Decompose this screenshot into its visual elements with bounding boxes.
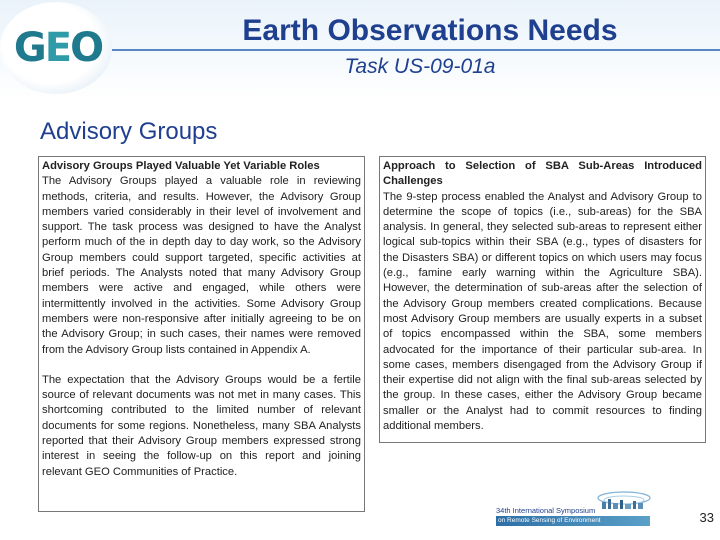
left-box-heading: Advisory Groups Played Valuable Yet Variable Roles — [42, 160, 320, 172]
symposium-logo-graphic — [594, 488, 652, 510]
symposium-subtitle: on Remote Sensing of Environment — [496, 516, 650, 526]
right-box-heading: Approach to Selection of SBA Sub-Areas Introduced Challenges — [383, 160, 702, 188]
logo-letter-o: O — [70, 25, 103, 71]
slide-subtitle: Task US-09-01a — [344, 55, 496, 78]
page-number: 33 — [699, 510, 714, 525]
right-box-paragraph: The 9-step process enabled the Analyst and Advisory Group to determine the scope of topics (i.e., sub-areas) for the SBA analysis. In general, they selected sub-areas to represent either logical sub-topics within their SBA (e.g., types of disasters for the Disasters SBA) or different topics on which users may focus (e.g., famine early warning within the Agriculture SBA). However, the determination of sub-areas after the selection of the Advisory Group members created complications. Because most Advisory Group members are usually experts in a subset of topics encompassed within the SBA, some members advocated for the importance of their particular sub-area. In some cases, members disengaged from the Advisory Group if their expertise did not align with the final sub-areas selected by the group. In these cases, either the Advisory Group became smaller or the Analyst had to commit resources to finding additional members. — [383, 190, 702, 433]
logo-letter-g: G — [13, 25, 45, 71]
title-underline — [112, 49, 720, 51]
logo-letter-e: E — [44, 25, 71, 71]
right-text-box — [379, 156, 706, 443]
left-box-paragraph-2: The expectation that the Advisory Groups would be a fertile source of relevant documents was not met in many cases. This shortcoming contributed to the limited number of relevant documents for some regions. Nonetheless, many SBA Analysts reported that their Advisory Group members expressed strong interest in seeing the follow-up on this report and joining relevant GEO Communities of Practice. — [42, 373, 361, 478]
left-box-paragraph-1: The Advisory Groups played a valuable role in reviewing methods, criteria, and results. However, the Advisory Group members varied considerably in their level of involvement and support. The task process was designed to have the Analyst perform much of the in depth day to day work, so the Advisory Group members could support targeted, specific activities at brief periods. The Analysts noted that many Advisory Group members were active and engaged, while others were intermittently involved in the activities. Some Advisory Group members were non-responsive after initially agreeing to be on the Advisory Group; in such cases, their names were removed from the Advisory Group lists contained in Appendix A. — [42, 175, 361, 356]
slide-title: Earth Observations Needs — [242, 14, 618, 47]
symposium-title: 34th International Symposium — [496, 506, 596, 515]
section-heading: Advisory Groups — [40, 118, 218, 145]
geo-logo — [0, 2, 112, 94]
left-text-box — [38, 156, 365, 512]
symposium-logo — [496, 488, 656, 528]
